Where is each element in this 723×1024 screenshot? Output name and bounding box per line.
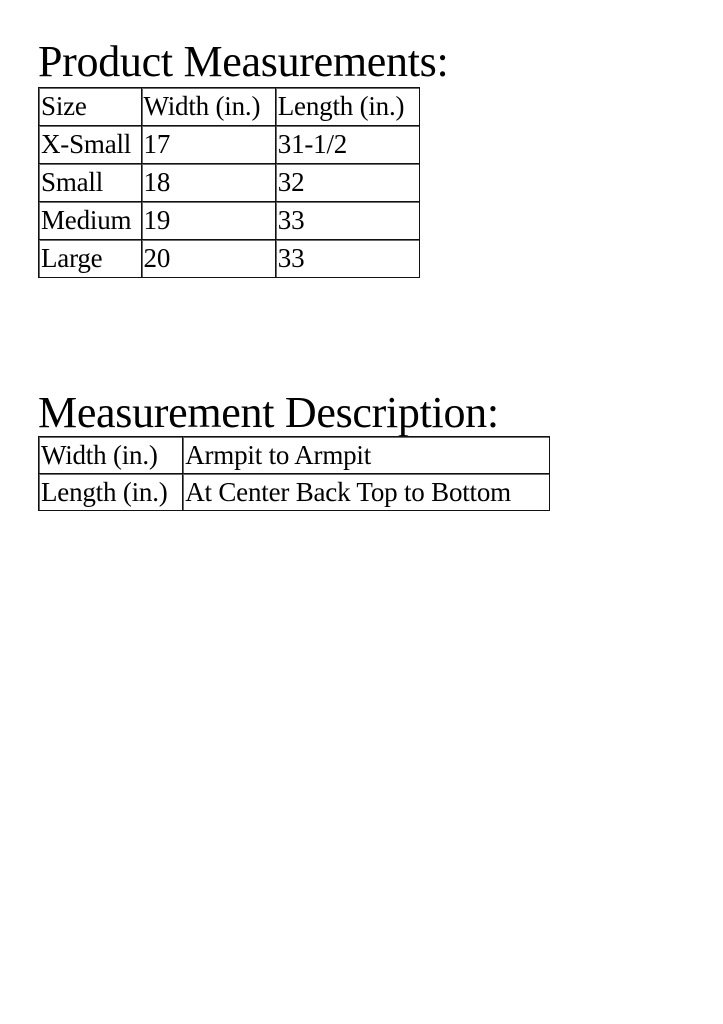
size-cell: Large (39, 240, 142, 278)
measure-description-cell: At Center Back Top to Bottom (183, 474, 550, 511)
product-measurements-title: Product Measurements: (38, 37, 449, 86)
length-cell: 31-1/2 (276, 126, 420, 164)
width-cell: 19 (142, 202, 276, 240)
table-row (39, 437, 550, 474)
width-cell: 20 (142, 240, 276, 278)
measurement-description-title: Measurement Description: (38, 388, 499, 437)
length-cell: 33 (276, 240, 420, 278)
header-cell-width: Width (in.) (142, 88, 276, 126)
measure-name-cell: Length (in.) (39, 474, 183, 511)
table-header-row (39, 88, 420, 126)
length-cell: 33 (276, 202, 420, 240)
size-cell: X-Small (39, 126, 142, 164)
size-cell: Medium (39, 202, 142, 240)
size-chart-table (38, 87, 420, 278)
size-cell: Small (39, 164, 142, 202)
length-cell: 32 (276, 164, 420, 202)
header-cell-length: Length (in.) (276, 88, 420, 126)
table-row (39, 474, 550, 511)
measure-name-cell: Width (in.) (39, 437, 183, 474)
table-row (39, 240, 420, 278)
measure-description-cell: Armpit to Armpit (183, 437, 550, 474)
measurement-description-table (38, 436, 550, 511)
table-row (39, 202, 420, 240)
table-row (39, 126, 420, 164)
table-row (39, 164, 420, 202)
header-cell-size: Size (39, 88, 142, 126)
width-cell: 18 (142, 164, 276, 202)
width-cell: 17 (142, 126, 276, 164)
